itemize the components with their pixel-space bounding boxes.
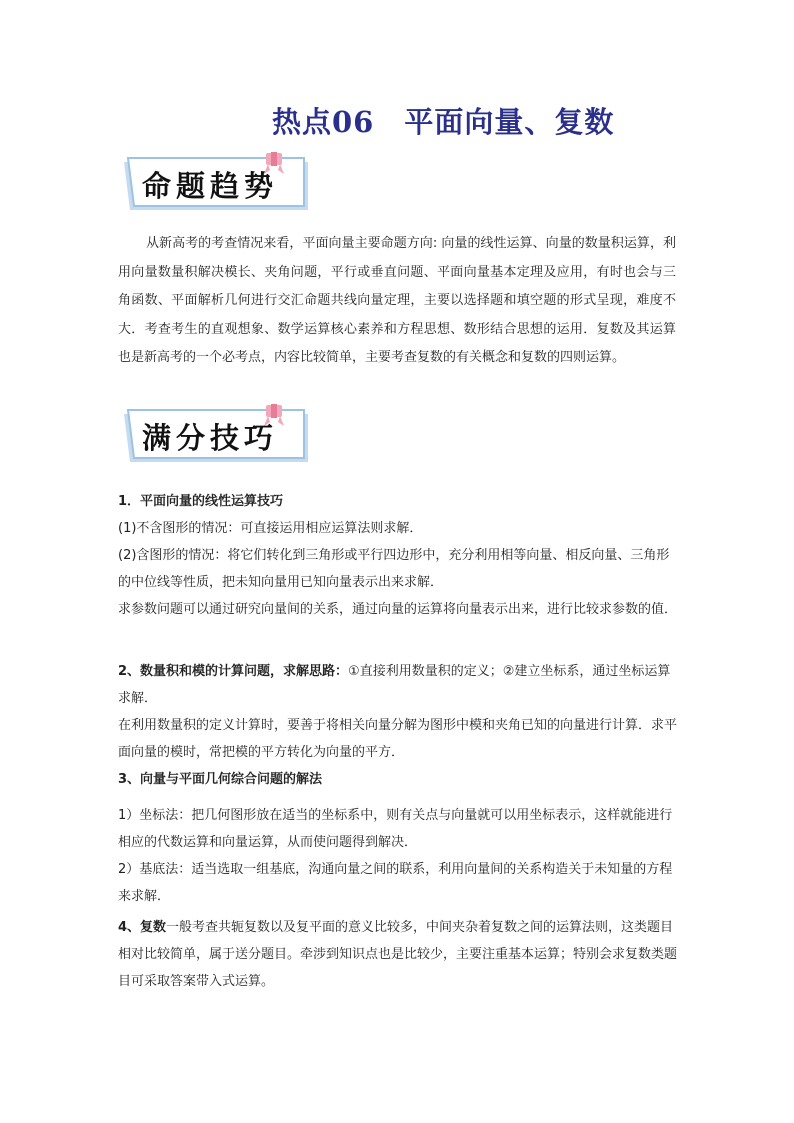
item3-line2: 2）基底法：适当选取一组基底，沟通向量之间的联系，利用向量间的关系构造关于未知量的方程来求解．: [118, 862, 673, 904]
section-heading-trend: 命题趋势: [142, 169, 279, 203]
item1-line2: (2)含图形的情况：将它们转化到三角形或平行四边形中，充分利用相等向量、相反向量、三角形的中位线等性质，把未知向量用已知向量表示出来求解．: [118, 548, 670, 590]
item4: [118, 914, 678, 995]
section-banner-skills: [118, 404, 314, 468]
item2-text: ①直接利用数量积的定义；②建立坐标系，通过坐标运算求解．: [118, 664, 671, 706]
item1-title: 1．平面向量的线性运算技巧: [118, 494, 284, 509]
item1-line1: (1)不含图形的情况：可直接运用相应运算法则求解．: [118, 521, 423, 536]
item2-title: 2、数量积和模的计算问题，求解思路：: [118, 664, 349, 679]
item2-line2: 在利用数量积的定义计算时，要善于将相关向量分解为图形中模和夹角已知的向量进行计算．求平面向量的模时，常把模的平方转化为向量的平方．: [118, 718, 678, 760]
section-heading-skills: 满分技巧: [142, 421, 279, 455]
item2: [118, 658, 678, 712]
page-title: 热点06 平面向量、复数: [272, 105, 615, 139]
item4-title: 4、复数: [118, 920, 167, 935]
section-banner-trend: [118, 152, 314, 216]
trend-paragraph: 从新高考的考查情况来看，平面向量主要命题方向: 向量的线性运算、向量的数量积运算，利用向量数量积解决模长、夹角问题，平行或垂直问题、平面向量基本定理及应用，有时也会与三角函数、平面解析几何进行交汇命题共线向量定理，主要以选择题和填空题的形式呈现，难度不大．考查考生的直观想象、数学运算核心素养和方程思想、数形结合思想的运用．复数及其运算也是新高考的一个必考点，内容比较简单，主要考查复数的有关概念和复数的四则运算。: [118, 236, 676, 365]
item3-line1: 1）坐标法：把几何图形放在适当的坐标系中，则有关点与向量就可以用坐标表示，这样就能进行相应的代数运算和向量运算，从而使问题得到解决．: [118, 808, 673, 850]
item3-title: 3、向量与平面几何综合问题的解法: [118, 772, 323, 787]
item4-text: 一般考查共轭复数以及复平面的意义比较多，中间夹杂着复数之间的运算法则，这类题目相对比较简单，属于送分题目。牵涉到知识点也是比较少，主要注重基本运算；特别会求复数类题目可采取答案带入式运算。: [118, 920, 678, 989]
item1-line3: 求参数问题可以通过研究向量间的关系，通过向量的运算将向量表示出来，进行比较求参数的值．: [118, 602, 678, 617]
